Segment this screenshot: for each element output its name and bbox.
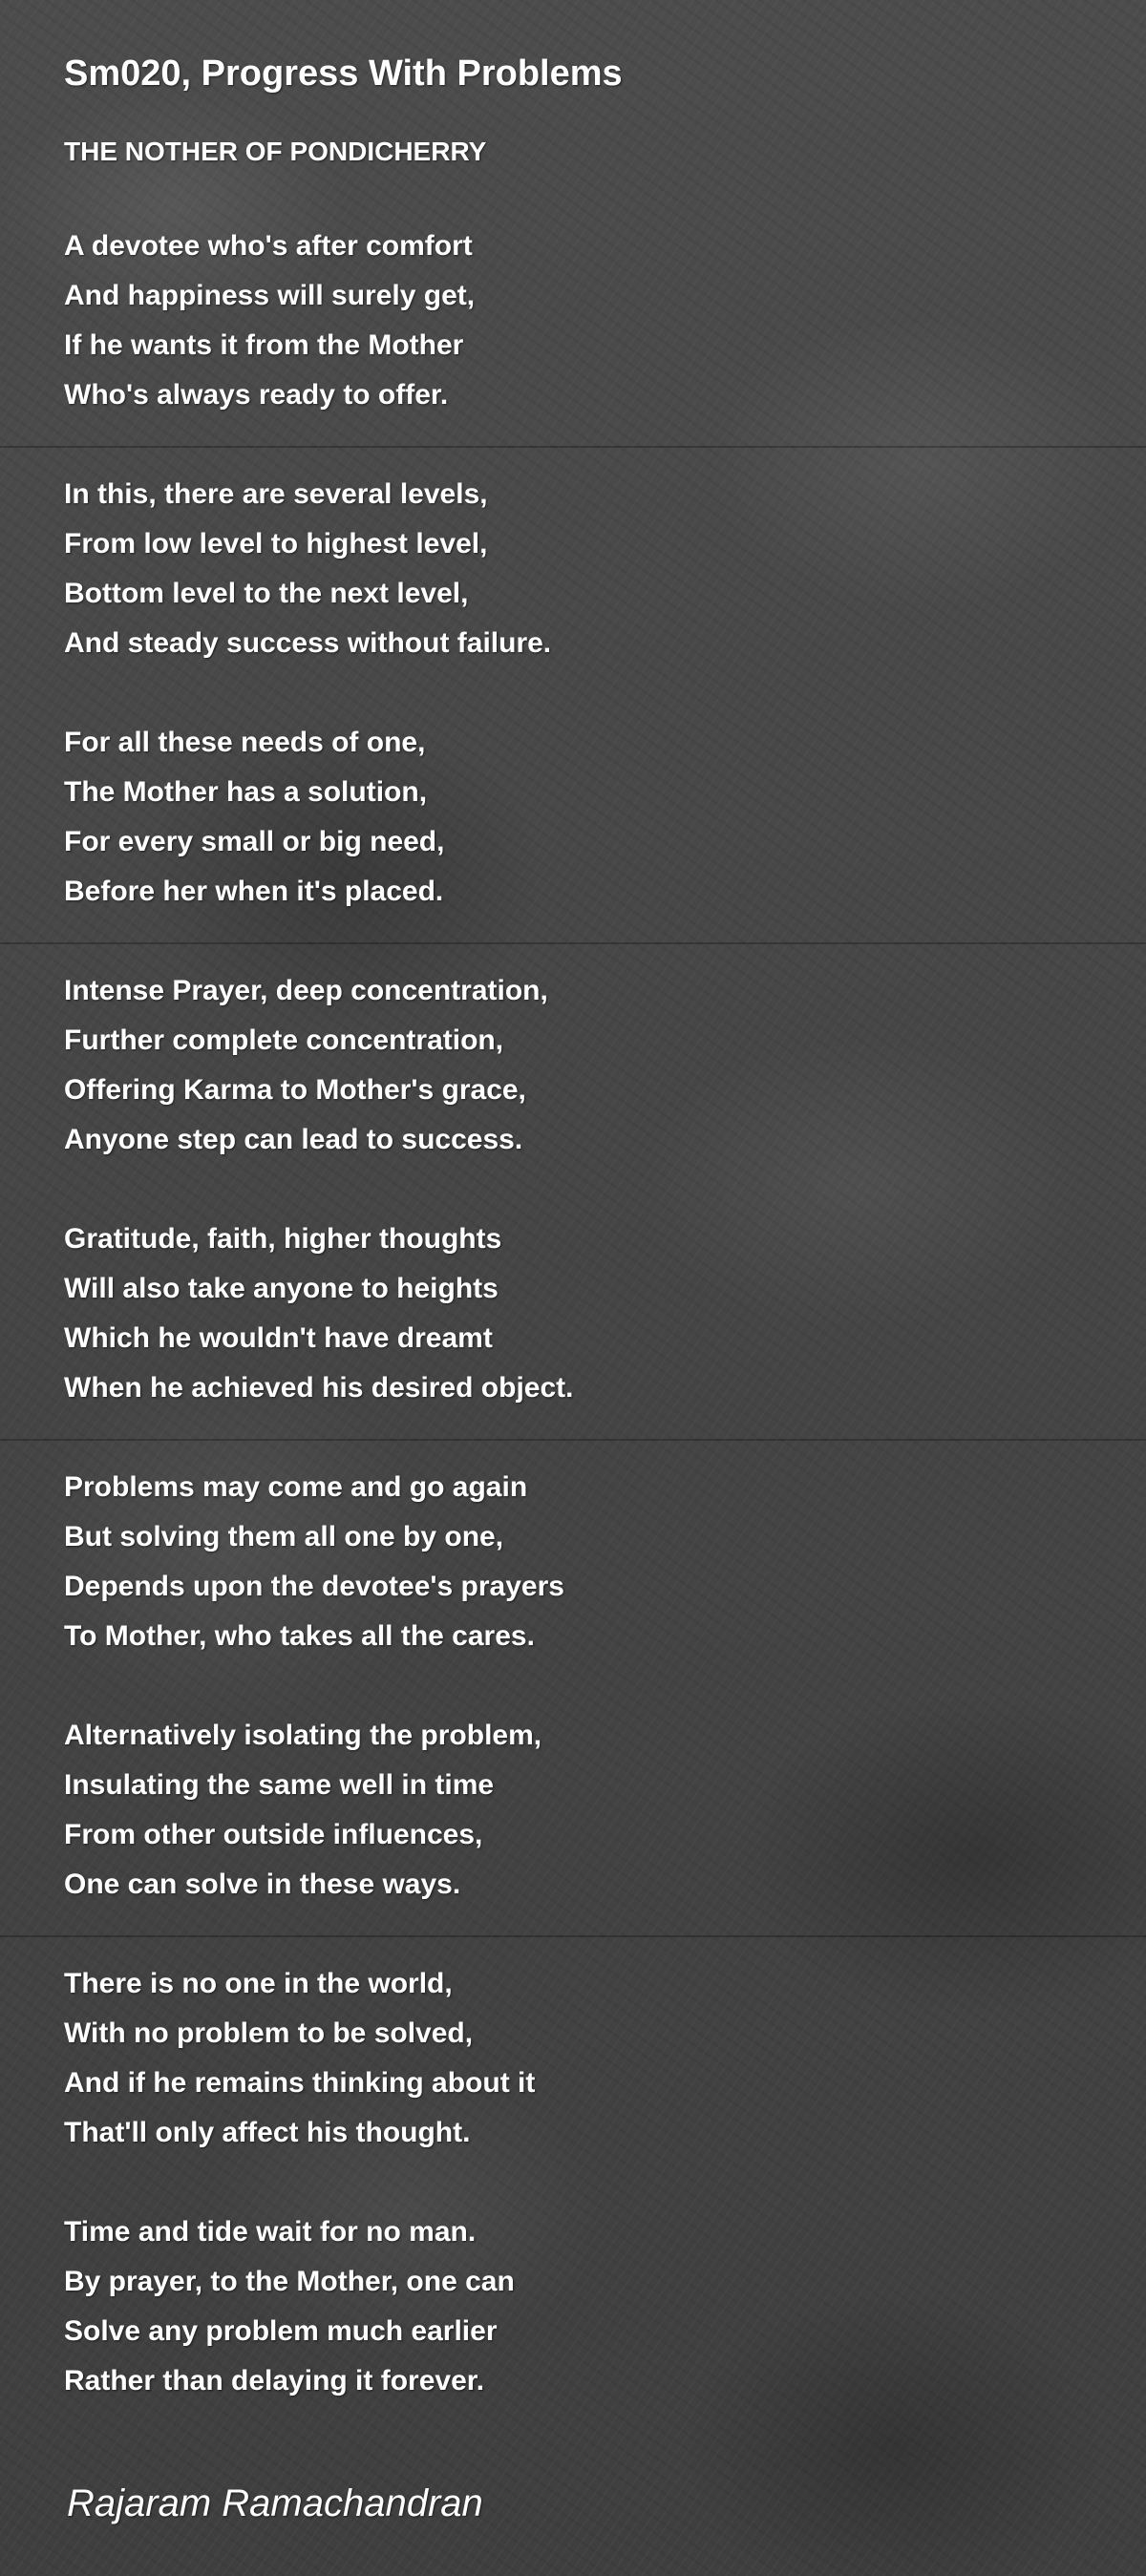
poem-line: Bottom level to the next level, [64, 578, 469, 609]
stanza-7 [64, 1711, 1095, 1910]
poem-line: But solving them all one by one, [64, 1521, 504, 1552]
stanza-8 [64, 1959, 1095, 2158]
poem-line: From other outside influences, [64, 1819, 483, 1850]
poem-line: Which he wouldn't have dreamt [64, 1322, 493, 1354]
poem-line: Further complete concentration, [64, 1024, 504, 1056]
poem-line: Alternatively isolating the problem, [64, 1720, 542, 1751]
poem-line: Rather than delaying it forever. [64, 2365, 485, 2397]
stanza-1 [64, 222, 1095, 420]
poem-line: And happiness will surely get, [64, 280, 476, 311]
poem-line: Gratitude, faith, higher thoughts [64, 1223, 502, 1255]
poem-line: A devotee who's after comfort [64, 230, 473, 262]
poem-line: Insulating the same well in time [64, 1769, 495, 1801]
poem-line: From low level to highest level, [64, 528, 488, 560]
poem-line: Depends upon the devotee's prayers [64, 1571, 564, 1602]
poem-dedication: THE NOTHER OF PONDICHERRY [64, 137, 487, 166]
poem-line: With no problem to be solved, [64, 2017, 474, 2049]
poem-line: Intense Prayer, deep concentration, [64, 975, 548, 1006]
poem-line: Problems may come and go again [64, 1471, 528, 1503]
poem-author: Rajaram Ramachandran [67, 2482, 483, 2524]
poem-line: Before her when it's placed. [64, 876, 444, 907]
poem-line: If he wants it from the Mother [64, 329, 464, 361]
poem-line: That'll only affect his thought. [64, 2117, 471, 2148]
poem-line: Will also take anyone to heights [64, 1273, 499, 1304]
poem-title: Sm020, Progress With Problems [64, 53, 623, 94]
stanza-5 [64, 1214, 1095, 1413]
poem [64, 50, 1095, 2406]
stanza-4 [64, 966, 1095, 1165]
poem-line: And steady success without failure. [64, 627, 552, 659]
poem-line: One can solve in these ways. [64, 1869, 461, 1900]
stanza-3 [64, 718, 1095, 917]
poem-line: When he achieved his desired object. [64, 1372, 574, 1404]
poem-line: For every small or big need, [64, 826, 445, 857]
poem-line: Anyone step can lead to success. [64, 1124, 523, 1155]
stanza-9 [64, 2207, 1095, 2406]
poem-line: By prayer, to the Mother, one can [64, 2266, 515, 2297]
poem-line: And if he remains thinking about it [64, 2067, 536, 2099]
poem-line: Offering Karma to Mother's grace, [64, 1074, 526, 1106]
poem-line: For all these needs of one, [64, 727, 426, 758]
poem-line: To Mother, who takes all the cares. [64, 1620, 535, 1652]
stanza-2 [64, 470, 1095, 668]
poem-line: There is no one in the world, [64, 1968, 453, 1999]
poem-line: The Mother has a solution, [64, 776, 428, 808]
stanza-6 [64, 1463, 1095, 1661]
poem-line: Who's always ready to offer. [64, 379, 449, 411]
poem-line: Solve any problem much earlier [64, 2315, 498, 2347]
poem-line: Time and tide wait for no man. [64, 2216, 477, 2248]
poem-line: In this, there are several levels, [64, 478, 488, 510]
